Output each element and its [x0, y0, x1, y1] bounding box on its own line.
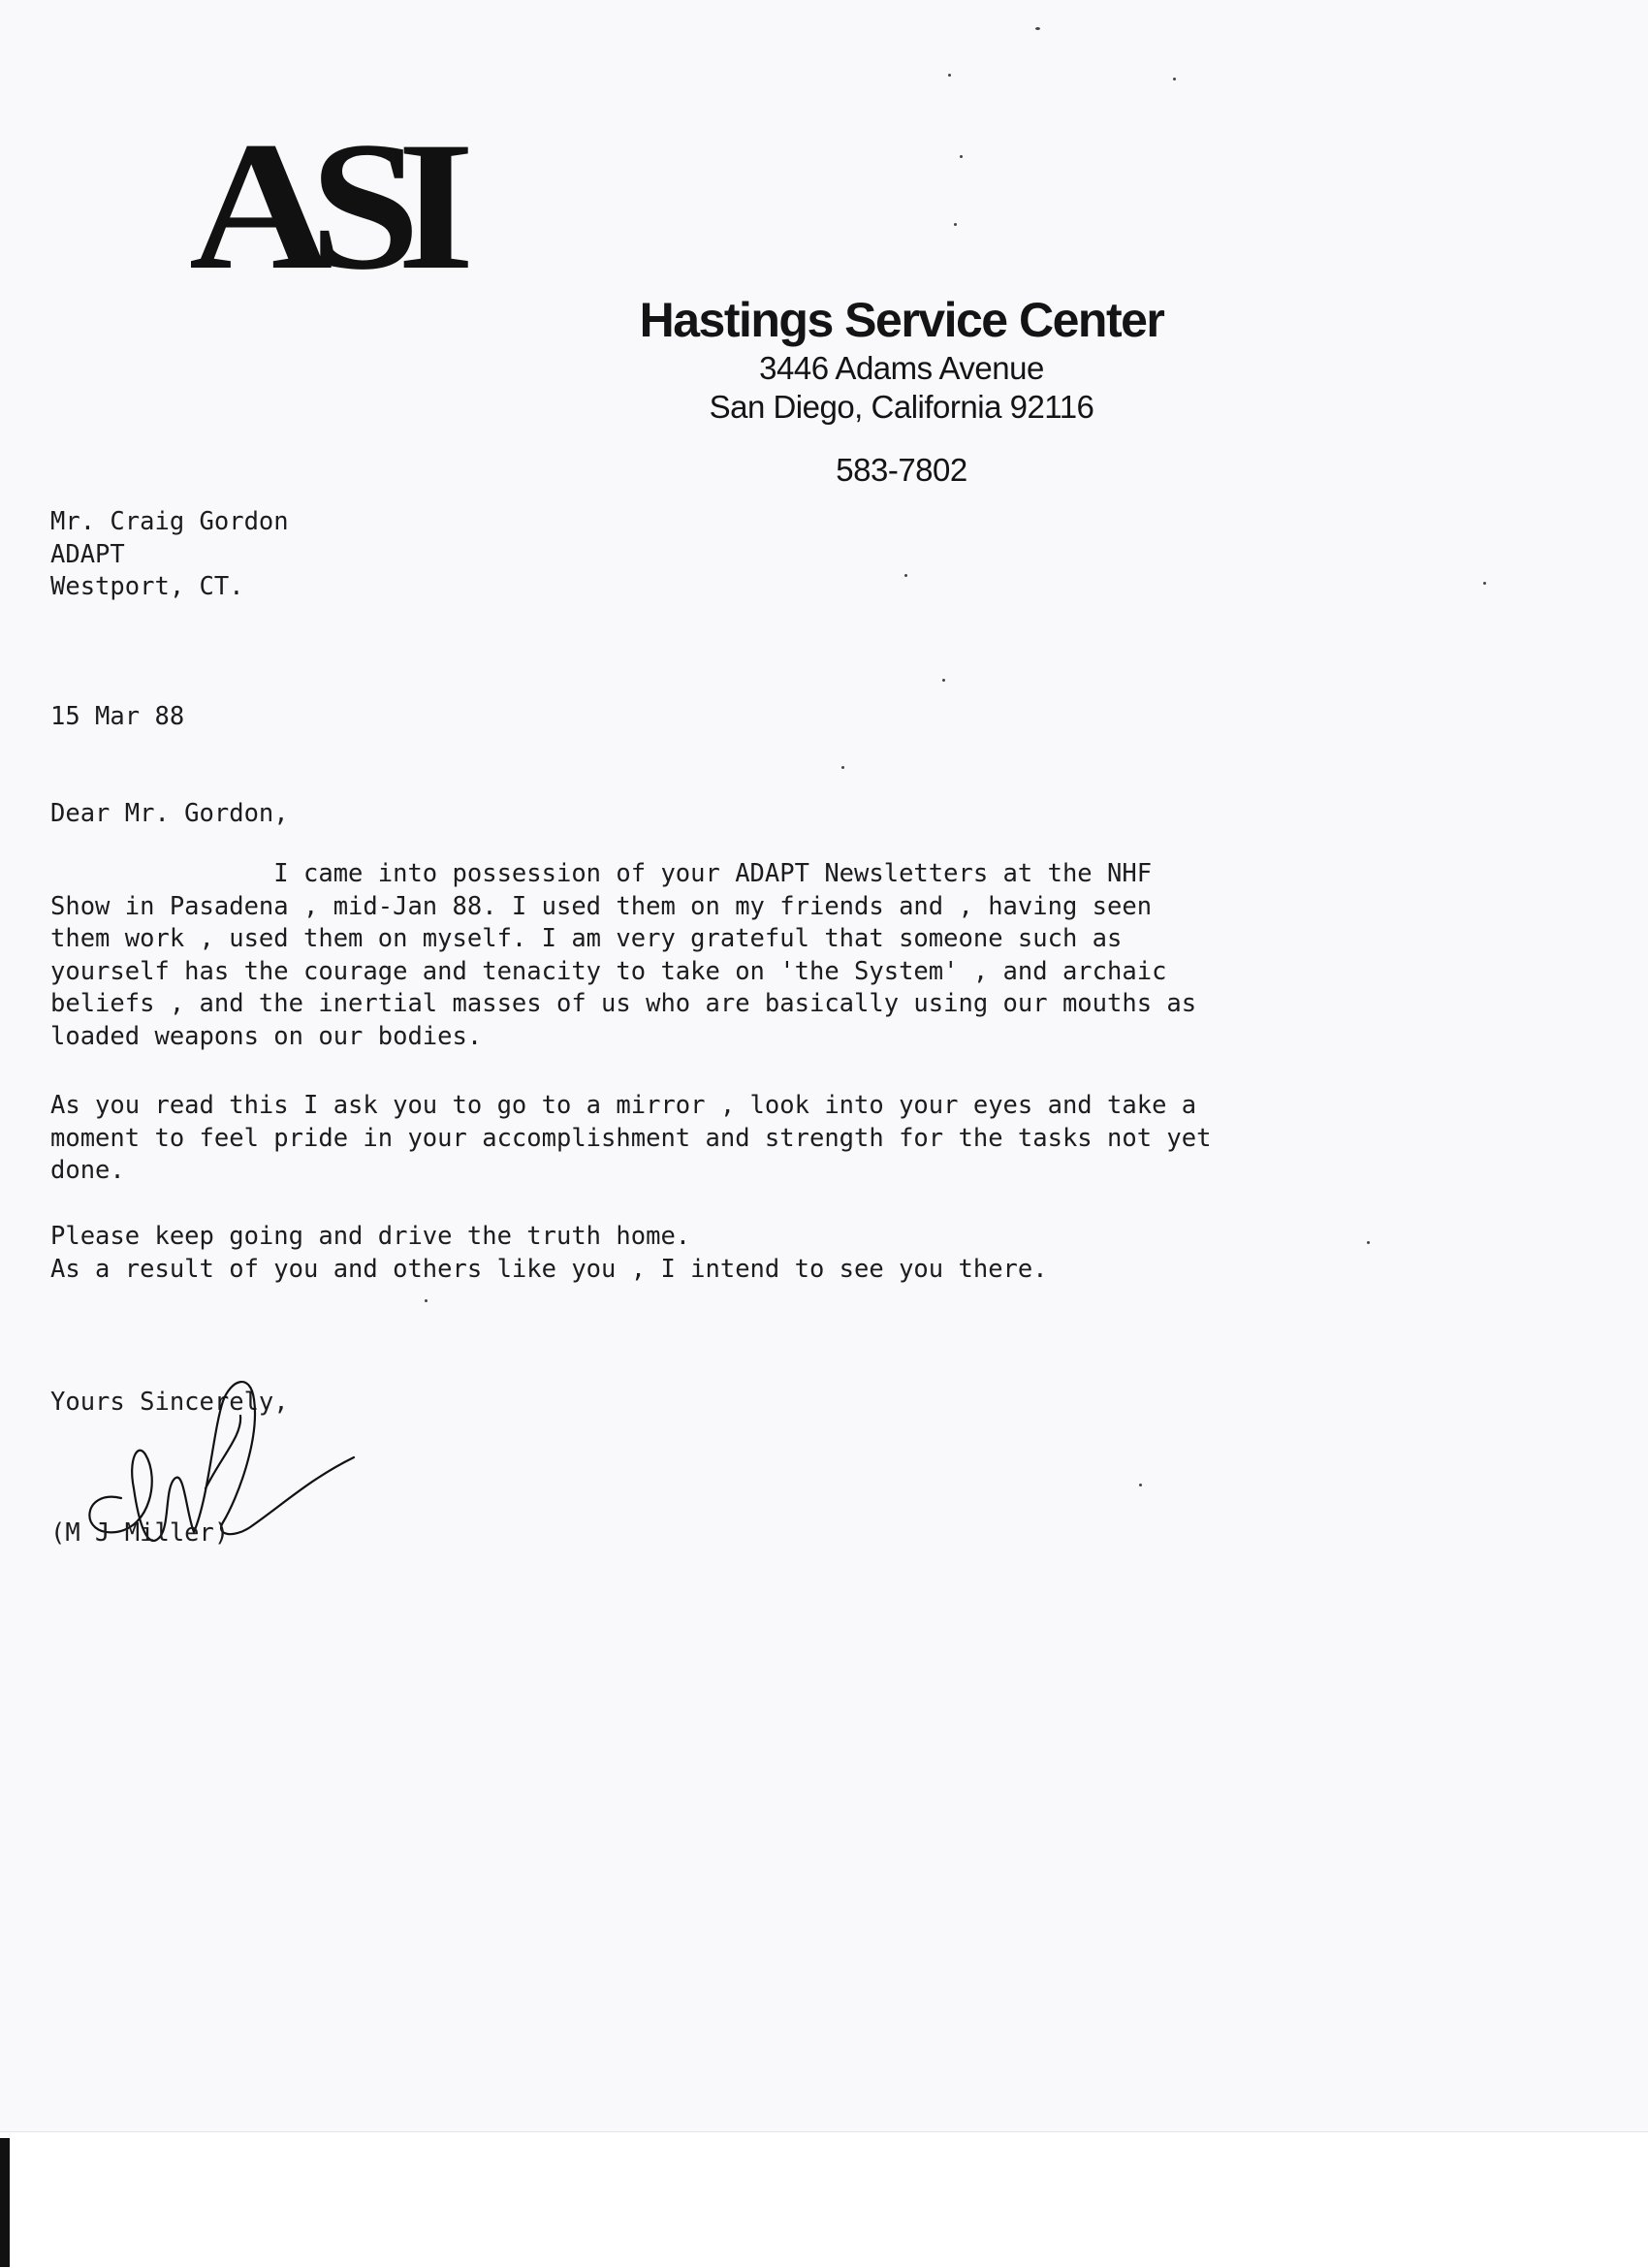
company-name: Hastings Service Center: [639, 293, 1164, 347]
scan-bottom-margin: [0, 2131, 1648, 2268]
scan-speck: [948, 74, 951, 77]
company-street: 3446 Adams Avenue: [759, 350, 1044, 386]
company-phone: 583-7802: [836, 452, 967, 488]
body-line: Show in Pasadena , mid-Jan 88. I used them on my friends and , having seen: [50, 891, 1153, 921]
asi-logo: [189, 114, 596, 337]
scan-speck: [1483, 582, 1486, 585]
letter-date: 15 Mar 88: [50, 702, 185, 731]
scan-speck: [960, 155, 963, 158]
body-line: loaded weapons on our bodies.: [50, 1021, 483, 1051]
scan-speck: [1035, 27, 1040, 30]
body-line: done.: [50, 1156, 125, 1185]
body-line: As you read this I ask you to go to a mirror , look into your eyes and take a: [50, 1091, 1197, 1120]
company-city: San Diego, California 92116: [709, 389, 1094, 425]
scan-speck: [841, 766, 844, 769]
body-paragraph-1: [50, 858, 1196, 1053]
asi-logo-text: ASI: [189, 114, 452, 308]
recipient-organization: ADAPT: [50, 539, 125, 569]
recipient-location: Westport, CT.: [50, 572, 244, 601]
body-line: I came into possession of your ADAPT Newsletters at the NHF: [50, 859, 1153, 888]
scan-speck: [904, 574, 907, 577]
body-line: yourself has the courage and tenacity to take on 'the System' , and archaic: [50, 956, 1167, 986]
letterhead: [582, 291, 1221, 490]
scan-speck: [1367, 1241, 1370, 1244]
scan-speck: [954, 223, 957, 226]
body-line: Please keep going and drive the truth home.: [50, 1222, 691, 1251]
body-line: As a result of you and others like you , I intend to see you there.: [50, 1254, 1048, 1284]
scan-edge-shadow: [0, 2138, 10, 2267]
body-paragraph-2: [50, 1090, 1211, 1188]
scan-speck: [425, 1299, 428, 1302]
recipient-name: Mr. Craig Gordon: [50, 507, 289, 536]
closing: Yours Sincerely,: [50, 1388, 289, 1417]
scan-speck: [942, 679, 945, 682]
body-paragraph-3: [50, 1221, 1048, 1286]
salutation: Dear Mr. Gordon,: [50, 799, 289, 828]
recipient-address: [50, 506, 289, 604]
body-line: moment to feel pride in your accomplishment and strength for the tasks not yet: [50, 1123, 1212, 1153]
body-line: beliefs , and the inertial masses of us who are basically using our mouths as: [50, 989, 1197, 1018]
body-line: them work , used them on myself. I am very grateful that someone such as: [50, 924, 1123, 953]
scan-speck: [1139, 1484, 1142, 1486]
scan-speck: [1173, 78, 1176, 80]
signed-name: (M J Miller): [50, 1518, 230, 1548]
